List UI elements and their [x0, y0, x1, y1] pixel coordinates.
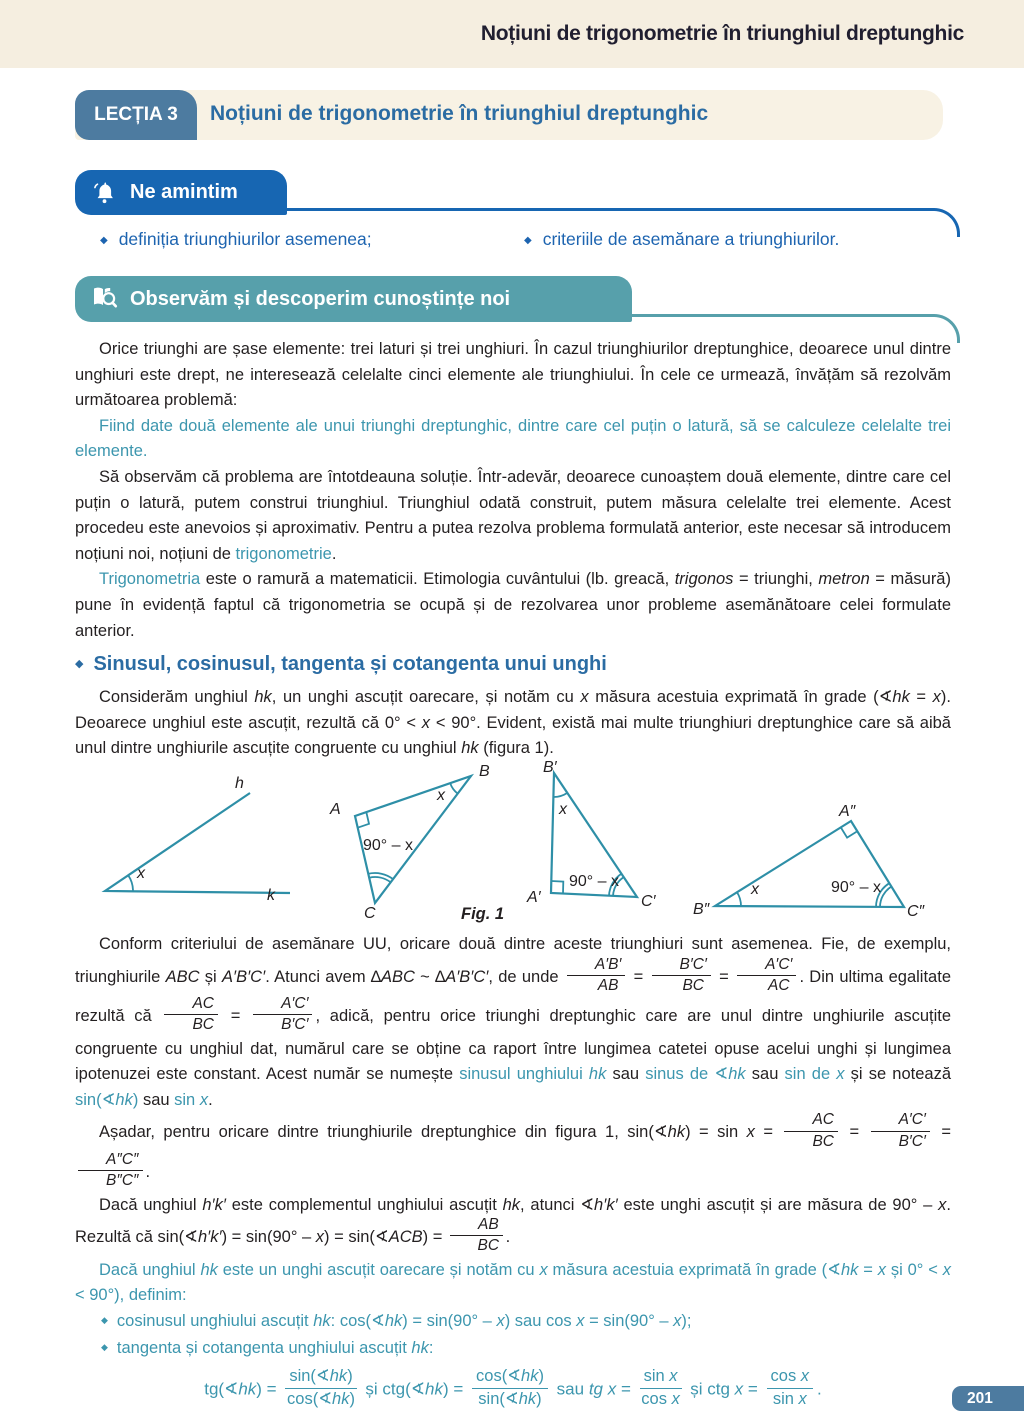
- definition-bullet-tangent: [101, 1336, 951, 1364]
- figure-label: x: [559, 800, 567, 818]
- definition-bullet-cosine-text: cosinusul unghiului ascuțit hk: cos(∢hk) = sin(90° – x) sau cos x = sin(90° – x);: [116, 1311, 692, 1330]
- lesson-badge-label: LECȚIA 3: [94, 104, 178, 125]
- body-content: [75, 337, 951, 1411]
- subsection-heading-text: Sinusul, cosinusul, tangenta și cotangenta unui unghi: [93, 653, 607, 676]
- figure-label: A″: [839, 802, 856, 820]
- running-header: [0, 0, 1024, 68]
- observe-title: Observăm și descoperim cunoștințe noi: [130, 287, 511, 310]
- diamond-bullet-icon: ◆: [101, 1314, 108, 1325]
- figure-label: Fig. 1: [461, 904, 505, 923]
- figure-label: x: [751, 880, 759, 898]
- paragraph-observation: Să observăm că problema are întotdeauna soluție. Într-adevăr, deoarece cunoaștem două elemente, dintre care cel puțin o latură, putem construi triunghiul. Triunghiul odată construit, putem măsura celelalte trei elemente. Acest procedeu este anevoios și aproximativ. Pentru a putea rezolva problema formulată anterior, este necesar să introducem noțiuni noi, noțiuni de trigonometrie.: [75, 467, 951, 563]
- figure-label: C″: [907, 902, 925, 920]
- paragraph-sine-equality: Așadar, pentru oricare dintre triunghiurile dreptunghice din figura 1, sin(∢hk) = sin x = $\frac{AC}{BC}$ = $\frac{A'C'}{B'C'}$ = $\frac{A''C''}{B''C''}$ .: [75, 1113, 951, 1192]
- remember-bullet-1-text: definiția triunghiurilor asemenea;: [118, 229, 372, 249]
- paragraph-complement: Dacă unghiul h′k′ este complementul unghiului ascuțit hk, atunci ∢h′k′ este unghi ascuțit și are măsura de 90° – x. Rezultă că sin(∢h′k′) = sin(90° – x) = sin(∢ACB) = $\frac{AB}{BC}$ .: [75, 1195, 951, 1255]
- paragraph-similarity: Conform criteriului de asemănare UU, oricare două dintre aceste triunghiuri sunt asemenea. Fie, de exemplu, triunghiurile ABC și A′B′C′. Atunci avem ∆ABC ~ ∆A′B′C′, de unde $\frac{A'B'}{AB}$ = $\frac{B'C'}{BC}$ = $\frac{A'C'}{AC}$ . Din ultima egalitate rezultă că $\frac{AC}{BC}$ = $\frac{A'C'}{B'C'}$ , adică, pentru orice triunghi dreptunghic care are unul dintre unghiurile ascuțite congruente cu unghiul dat, numărul care se obține ca raport între lungimea catetei opuse acelui unghi și lungimea ipotenuzei este constant. Acest număr se numește sinusul unghiului hk sau sinus de ∢hk sau sin de x și se notează sin(∢hk) sau sin x.: [75, 934, 952, 1109]
- figure-label: x: [137, 864, 145, 882]
- paragraph-problem: Fiind date două elemente ale unui triunghi dreptunghic, dintre care cel puțin o latură, să se calculeze celelalte trei elemente.: [75, 416, 951, 461]
- bell-icon: [89, 178, 119, 208]
- remember-section-header: [75, 170, 287, 215]
- figure-label: C′: [641, 892, 656, 910]
- lesson-title: Noțiuni de trigonometrie în triunghiul dreptunghic: [210, 102, 709, 125]
- running-header-title: Noțiuni de trigonometrie în triunghiul dreptunghic: [480, 22, 964, 45]
- definition-bullet-tangent-text: tangenta și cotangenta unghiului ascuțit hk:: [116, 1339, 434, 1358]
- definition-bullet-cosine: [101, 1309, 951, 1337]
- figure-label: B: [479, 762, 490, 780]
- remember-bullet-2: [524, 229, 839, 250]
- paragraph-angle-hk: Considerăm unghiul hk, un unghi ascuțit oarecare, și notăm cu x măsura acestuia exprimată în grade (∢hk = x). Deoarece unghiul este ascuțit, rezultă că 0° < x < 90°. Evident, există mai multe triunghiuri dreptunghice care să aibă unul dintre unghiurile ascuțite congruente cu unghiul hk (figura 1).: [75, 688, 952, 758]
- figure-label: B′: [543, 758, 557, 776]
- paragraph-definitions-intro: Dacă unghiul hk este un unghi ascuțit oarecare și notăm cu x măsura acestuia exprimată în grade (∢hk = x și 0° < x < 90°), definim:: [75, 1260, 951, 1305]
- observe-section-header: [75, 276, 632, 322]
- figure-label: A′: [527, 888, 541, 906]
- paragraph-etymology: Trigonometria este o ramură a matematicii. Etimologia cuvântului (lb. greacă, trigonos = triunghi, metron = măsură) pune în evidență faptul că trigonometria se ocupă și de rezolvarea unor probleme asemănătoare celei formulate anterior.: [75, 570, 951, 640]
- diamond-bullet-icon: ◆: [100, 235, 108, 246]
- figure-label: C: [364, 904, 376, 922]
- figure-label: x: [437, 786, 445, 804]
- figure-label: B″: [693, 900, 710, 918]
- page-number-badge: [952, 1386, 1024, 1411]
- lesson-badge: [75, 90, 197, 140]
- diamond-bullet-icon: ◆: [75, 658, 84, 671]
- diamond-bullet-icon: ◆: [524, 235, 532, 246]
- figure-label: 90° – x: [569, 872, 619, 890]
- figure-label: A: [330, 800, 341, 818]
- remember-title: Ne amintim: [130, 181, 238, 203]
- subsection-heading: [75, 651, 951, 680]
- figure-label: k: [267, 886, 275, 904]
- formula-block: tg(∢hk) = $\frac{\sin(∢hk)}{\cos(∢hk)}$ și ctg(∢hk) = $\frac{\cos(∢hk)}{\sin(∢hk)}$ sau tg x = $\frac{\text{sin x}}{\text{cos x}}$ și ctg x = $\frac{\text{cos x}}{\text{sin x}}$ .: [204, 1367, 822, 1408]
- remember-bullet-1: [100, 229, 372, 250]
- figure-label: 90° – x: [363, 836, 413, 854]
- page-number: 201: [967, 1389, 993, 1407]
- figure-1: [75, 758, 955, 930]
- lesson-title-bar: [75, 90, 943, 140]
- diamond-bullet-icon: ◆: [101, 1342, 108, 1353]
- remember-bullet-2-text: criteriile de asemănare a triunghiurilor.: [542, 229, 840, 249]
- book-magnifier-icon: [89, 284, 119, 314]
- figure-label: h: [235, 774, 244, 792]
- figure-label: 90° – x: [831, 878, 881, 896]
- paragraph-intro: Orice triunghi are șase elemente: trei laturi și trei unghiuri. În cazul triunghiurilor dreptunghice, deoarece unul dintre unghiuri este drept, ne interesează celelalte cinci elemente ale triunghiului. În cele ce urmează, învățăm să rezolvăm următoarea problemă:: [75, 340, 951, 410]
- figure-drawing: [75, 762, 955, 930]
